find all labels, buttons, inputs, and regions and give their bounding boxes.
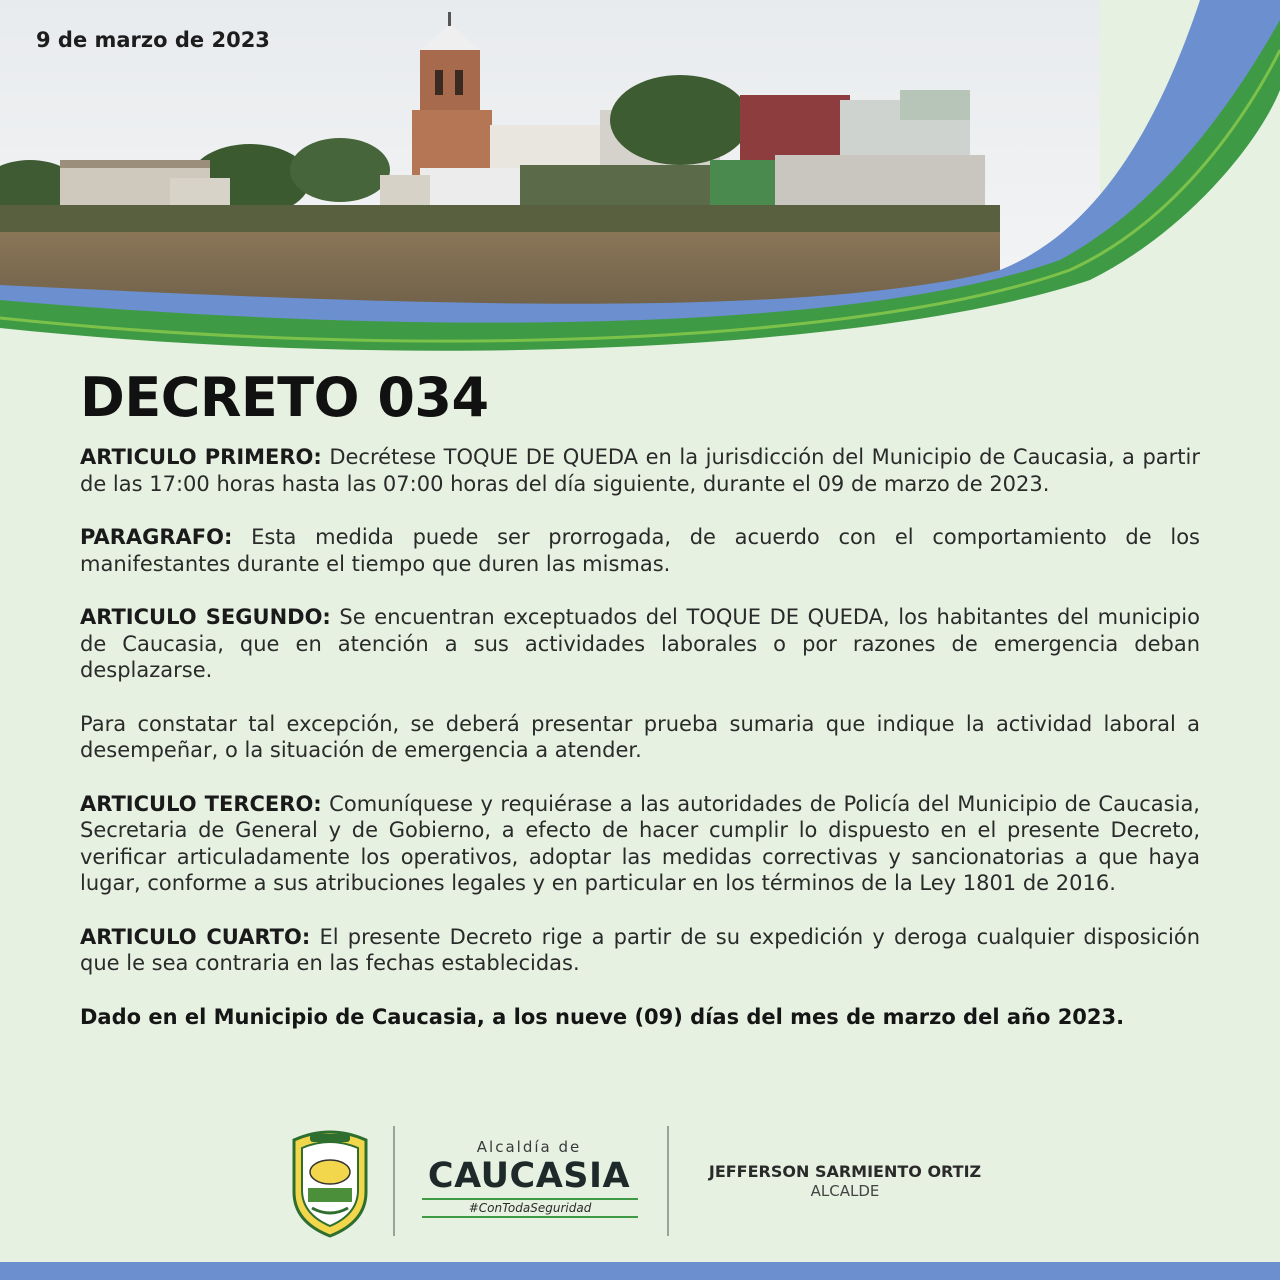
footer <box>0 1118 1280 1248</box>
header-banner <box>0 0 1280 370</box>
footer-divider <box>393 1126 395 1236</box>
mayor-role: ALCALDE <box>810 1182 880 1200</box>
alcaldia-hashtag: #ConTodaSeguridad <box>422 1198 638 1218</box>
article-text: Comuníquese y requiérase a las autoridades de Policía del Municipio de Caucasia, Secretaria de General y de Gobierno, a efecto de hacer cumplir lo dispuesto en el presente Decreto, verificar articuladamente los operativos, adoptar las medidas correctivas y sancionatorias a que haya lugar, conforme a sus atribuciones legales y en particular en los términos de la Ley 1801 de 2016. <box>80 791 1200 895</box>
article-primero <box>80 444 1200 497</box>
article-cuarto <box>80 924 1200 977</box>
river-town-photo <box>0 0 1280 370</box>
alcaldia-label: Alcaldía de <box>476 1138 582 1156</box>
paragrafo <box>80 524 1200 577</box>
publication-date: 9 de marzo de 2023 <box>36 28 270 52</box>
article-label: ARTICULO PRIMERO: <box>80 445 322 469</box>
article-label: ARTICULO TERCERO: <box>80 791 322 816</box>
article-label: PARAGRAFO: <box>80 525 233 549</box>
article-segundo <box>80 604 1200 684</box>
article-text: Decrétese TOQUE DE QUEDA en la jurisdicción del Municipio de Caucasia, a partir de las 17:00 horas hasta las 07:00 horas del día siguiente, durante el 09 de marzo de 2023. <box>80 445 1200 496</box>
article-text: Esta medida puede ser prorrogada, de acuerdo con el comportamiento de los manifestantes durante el tiempo que duren las mismas. <box>80 525 1200 576</box>
mayor-name: JEFFERSON SARMIENTO ORTIZ <box>708 1162 982 1181</box>
article-text: El presente Decreto rige a partir de su expedición y deroga cualquier disposición que le sea contraria en las fechas establecidas. <box>80 924 1200 975</box>
bottom-bar <box>0 1262 1280 1280</box>
decree-title: DECRETO 034 <box>80 366 489 429</box>
article-text: Para constatar tal excepción, se deberá presentar prueba sumaria que indique la actividad laboral a desempeñar, o la situación de emergencia a atender. <box>80 711 1200 762</box>
article-text: Se encuentran exceptuados del TOQUE DE QUEDA, los habitantes del municipio de Caucasia, que en atención a sus actividades laborales o por razones de emergencia deban desplazarse. <box>80 605 1200 682</box>
decree-body <box>80 444 1200 1057</box>
municipal-crest-icon <box>284 1122 376 1240</box>
article-tercero <box>80 791 1200 897</box>
article-label: ARTICULO SEGUNDO: <box>80 605 331 629</box>
alcaldia-name: CAUCASIA <box>427 1156 631 1196</box>
exception-note <box>80 711 1200 764</box>
article-label: ARTICULO CUARTO: <box>80 924 311 949</box>
footer-divider <box>667 1126 669 1236</box>
closing-statement: Dado en el Municipio de Caucasia, a los nueve (09) días del mes de marzo del año 2023. <box>80 1004 1125 1029</box>
